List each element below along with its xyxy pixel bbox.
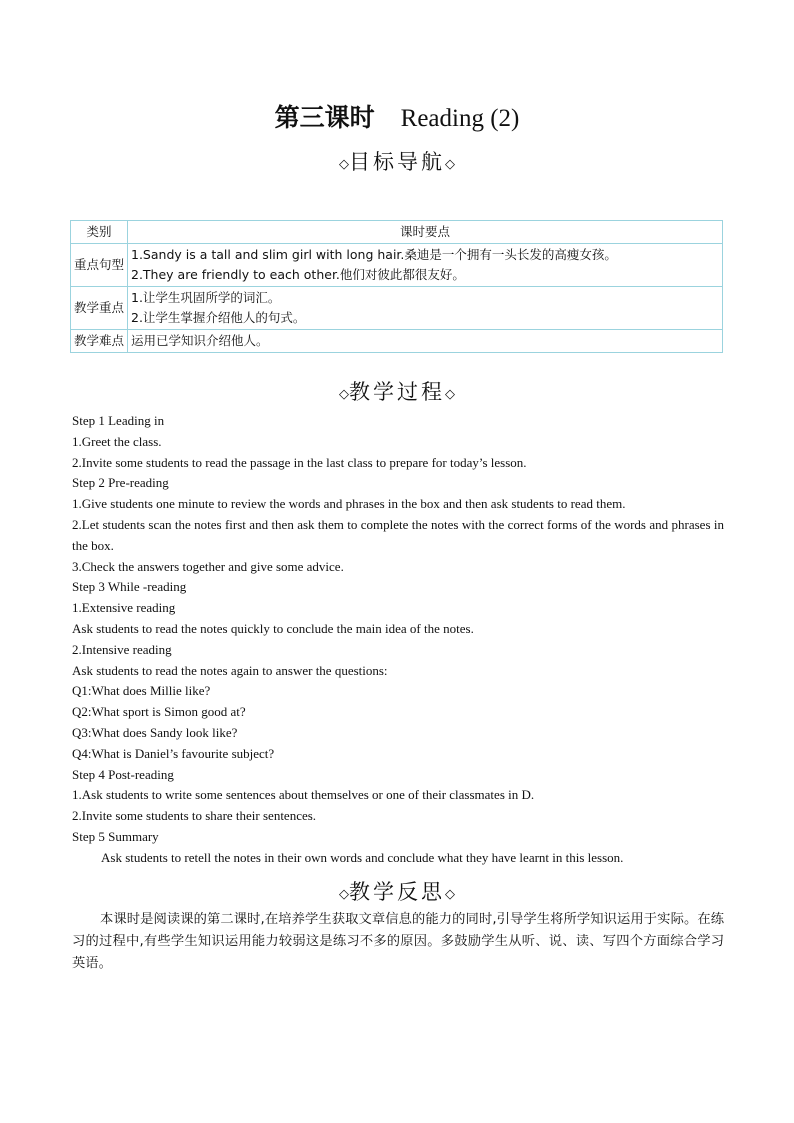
table-header-row (71, 221, 723, 244)
reflection-paragraph: 本课时是阅读课的第二课时,在培养学生获取文章信息的能力的同时,引导学生将所学知识运用于实际。在练习的过程中,有些学生知识运用能力较弱这是练习不多的原因。多鼓励学生从听、说、读、写四个方面综合学习英语。 (72, 912, 724, 971)
process-line: 1.Ask students to write some sentences about themselves or one of their classmates in D. (72, 787, 535, 803)
table-row (71, 287, 723, 330)
section-title: 目标导航 (349, 150, 445, 174)
section-heading-process (0, 376, 794, 406)
process-line: Q3:What does Sandy look like? (72, 724, 238, 740)
process-line: 1.Greet the class. (72, 433, 162, 449)
process-line: 1.Extensive reading (72, 600, 176, 616)
page-title (0, 100, 794, 137)
process-line: Step 4 Post-reading (72, 766, 174, 782)
title-chinese: 第三课时 (274, 103, 375, 132)
process-line: 2.Invite some students to read the passage in the last class to prepare for today’s lesson. (72, 454, 527, 470)
diamond-icon: ◇ (445, 887, 455, 902)
diamond-icon: ◇ (445, 157, 455, 172)
process-line: Step 5 Summary (72, 828, 159, 844)
process-line: Step 2 Pre-reading (72, 475, 169, 491)
row-content (128, 244, 723, 287)
process-line: 3.Check the answers together and give some advice. (72, 558, 344, 574)
title-english: Reading (2) (400, 105, 520, 132)
row-content (128, 287, 723, 330)
table-row (71, 330, 723, 353)
process-line: Q4:What is Daniel’s favourite subject? (72, 745, 275, 761)
section-heading-goals (0, 146, 794, 176)
process-line: Q1:What does Millie like? (72, 683, 211, 699)
process-body (72, 411, 724, 869)
process-line: 2.Let students scan the notes first and then ask them to complete the notes with the correct forms of the words and phrases in the box. (72, 516, 724, 553)
row-line: 运用已学知识介绍他人。 (131, 333, 269, 348)
process-line: 2.Invite some students to share their sentences. (72, 808, 317, 824)
diamond-icon: ◇ (339, 157, 349, 172)
section-heading-reflection (0, 876, 794, 906)
process-line: 1.Give students one minute to review the words and phrases in the box and then ask students to read them. (72, 496, 626, 512)
process-line: 2.Intensive reading (72, 641, 172, 657)
process-line: Ask students to read the notes again to answer the questions: (72, 662, 388, 678)
row-line: 1.Sandy is a tall and slim girl with long hair.桑迪是一个拥有一头长发的高瘦女孩。 (131, 247, 617, 262)
process-line: Q2:What sport is Simon good at? (72, 704, 246, 720)
row-line: 1.让学生巩固所学的词汇。 (131, 290, 281, 305)
table-header-points: 课时要点 (128, 221, 723, 244)
row-content (128, 330, 723, 353)
diamond-icon: ◇ (339, 387, 349, 402)
diamond-icon: ◇ (339, 887, 349, 902)
section-title: 教学反思 (349, 880, 445, 904)
row-line: 2.让学生掌握介绍他人的句式。 (131, 310, 306, 325)
row-line: 2.They are friendly to each other.他们对彼此都很友好。 (131, 267, 465, 282)
row-category: 教学重点 (71, 287, 128, 330)
section-title: 教学过程 (349, 380, 445, 404)
objectives-table (70, 220, 723, 353)
process-line: Step 1 Leading in (72, 413, 165, 428)
process-line: Step 3 While -reading (72, 579, 187, 595)
process-line: Ask students to read the notes quickly to conclude the main idea of the notes. (72, 620, 474, 636)
row-category: 教学难点 (71, 330, 128, 353)
table-row (71, 244, 723, 287)
table-header-category: 类别 (71, 221, 128, 244)
row-category: 重点句型 (71, 244, 128, 287)
diamond-icon: ◇ (445, 387, 455, 402)
process-line: Ask students to retell the notes in their own words and conclude what they have learnt in this lesson. (101, 849, 624, 865)
